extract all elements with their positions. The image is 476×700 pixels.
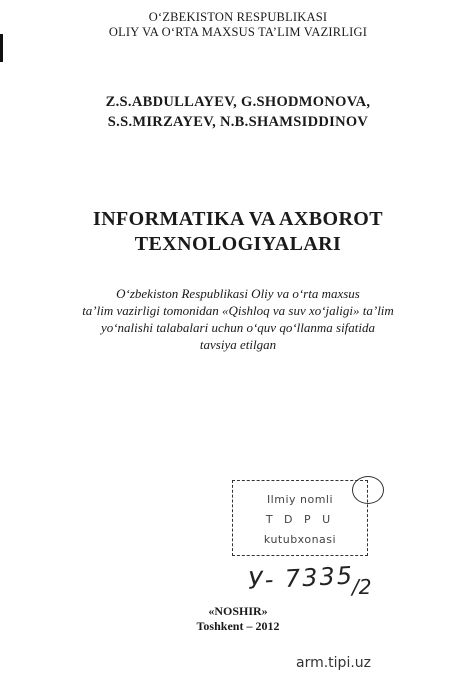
authors-line-2: S.S.MIRZAYEV, N.B.SHAMSIDDINOV bbox=[107, 114, 369, 130]
approval-line-3: yo‘nalishi talabalari uchun o‘quv qo‘llanma sifatida bbox=[100, 320, 376, 335]
title-line-2: TEXNOLOGIYALARI bbox=[134, 233, 342, 255]
stamp-seal-icon bbox=[352, 476, 384, 504]
ministry-header bbox=[0, 10, 476, 40]
ministry-line-2: OLIY VA O‘RTA MAXSUS TA’LIM VAZIRLIGI bbox=[108, 25, 368, 39]
inventory-number: У- 7335 bbox=[247, 561, 355, 595]
title-line-1: INFORMATIKA VA AXBOROT bbox=[93, 208, 383, 230]
publisher-name: «NOSHIR» bbox=[208, 604, 268, 618]
stamp-line-3: kutubxonasi bbox=[263, 533, 337, 546]
approval-line-4: tavsiya etilgan bbox=[199, 337, 277, 352]
book-title bbox=[0, 207, 476, 257]
stamp-line-1: Ilmiy nomli bbox=[266, 493, 334, 506]
inventory-fraction: /2 bbox=[352, 575, 372, 599]
authors bbox=[0, 92, 476, 132]
approval-line-1: O‘zbekiston Respublikasi Oliy va o‘rta maxsus bbox=[116, 286, 360, 301]
library-stamp bbox=[232, 480, 368, 556]
publisher-info bbox=[0, 604, 476, 634]
authors-line-1: Z.S.ABDULLAYEV, G.SHODMONOVA, bbox=[105, 94, 371, 110]
ministry-line-1: O‘ZBEKISTON RESPUBLIKASI bbox=[148, 10, 328, 24]
approval-note bbox=[0, 285, 476, 353]
stamp-line-2: T D P U bbox=[265, 513, 335, 526]
site-watermark: arm.tipi.uz bbox=[296, 655, 372, 671]
publisher-city-year: Toshkent – 2012 bbox=[196, 619, 280, 633]
approval-line-2: ta’lim vazirligi tomonidan «Qishloq va suv xo‘jaligi» ta’lim bbox=[82, 303, 394, 318]
